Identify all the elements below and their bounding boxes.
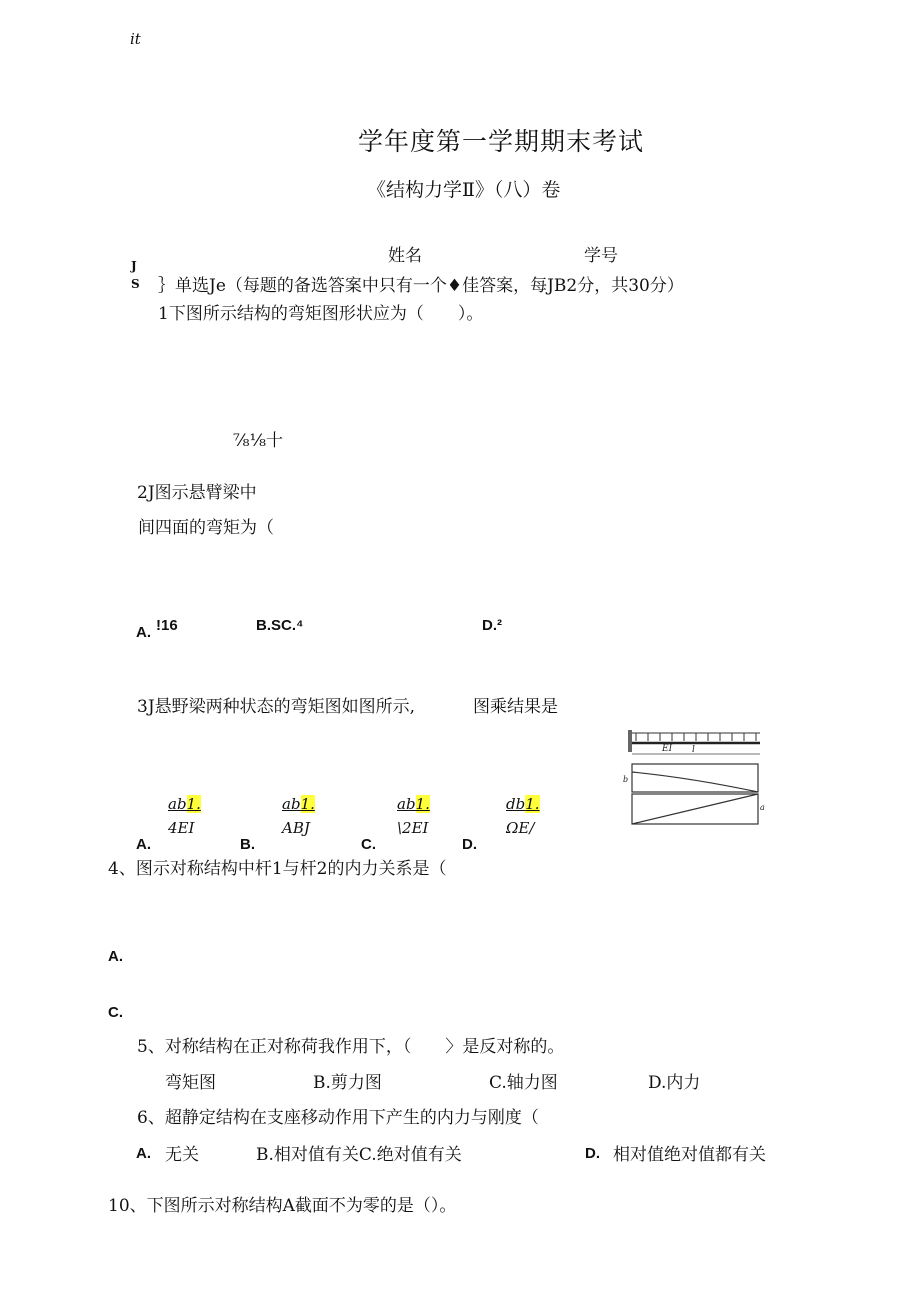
- side-mark-top: J: [131, 259, 137, 273]
- question-4: 4、图示对称结构中杆1与杆2的内力关系是（: [108, 859, 447, 879]
- diagram-2-label: a: [760, 803, 765, 812]
- question-2-line1: 2J图示悬臂梁中: [137, 483, 257, 503]
- q5-option-b: B.剪力图: [313, 1073, 382, 1093]
- question-1-figure-residue: ⅞⅛十: [233, 431, 283, 451]
- fraction-denominator: ΩE/: [506, 819, 535, 837]
- q3-option-c-value: [397, 795, 430, 837]
- highlight: 1.: [415, 795, 430, 813]
- fraction-denominator: \2EI: [397, 819, 429, 837]
- q6-option-a-text: 无关: [165, 1145, 199, 1165]
- q4-option-a: A.: [108, 948, 123, 965]
- question-2-line2: 间四面的弯矩为（: [138, 518, 274, 538]
- moment-diagram-2-diagonal: [632, 794, 758, 824]
- q2-option-a-text: !16: [156, 617, 178, 634]
- fraction-numerator: db: [506, 795, 526, 813]
- fraction-numerator: ab: [168, 795, 187, 813]
- highlight: 1.: [186, 795, 201, 813]
- page-title: 学年度第一学期期末考试: [358, 127, 645, 156]
- length-label: l: [692, 745, 695, 755]
- question-5: 5、对称结构在正对称荷我作用下，（ 〉是反对称的。: [137, 1037, 565, 1057]
- section-heading: ｝单选Je（每题的备选答案中只有一个♦佳答案，每JB2分，共30分）: [158, 276, 684, 296]
- corner-mark: it: [130, 30, 141, 48]
- q2-option-b: B.SC.⁴: [256, 617, 304, 634]
- q6-option-a-label: A.: [136, 1145, 151, 1162]
- distributed-load-arrows: [632, 733, 760, 741]
- fraction-numerator: ab: [282, 795, 301, 813]
- question-10: 10、下图所示对称结构A截面不为零的是（）。: [108, 1196, 457, 1216]
- q3-option-d-value: [506, 795, 540, 837]
- q5-option-d: D.内力: [648, 1073, 701, 1093]
- q3-option-c-label: C.: [361, 836, 376, 853]
- q3-option-d-label: D.: [462, 836, 477, 853]
- q3-option-a-label: A.: [136, 836, 151, 853]
- fraction-denominator: ABJ: [282, 819, 310, 837]
- q6-option-d-text: 相对值绝对值都有关: [613, 1145, 766, 1165]
- highlight: 1.: [300, 795, 315, 813]
- question-3-cont: 图乘结果是: [473, 697, 558, 717]
- q2-option-a-label: A.: [136, 624, 151, 641]
- q3-option-b-label: B.: [240, 836, 255, 853]
- fraction-denominator: 4EI: [168, 819, 195, 837]
- q6-option-bc: B.相对值有关C.绝对值有关: [256, 1145, 462, 1165]
- fixed-support: [628, 730, 632, 752]
- highlight: 1.: [525, 795, 540, 813]
- q5-option-a: 弯矩图: [165, 1073, 216, 1093]
- q2-option-d: D.²: [482, 617, 502, 634]
- name-label: 姓名: [388, 246, 422, 266]
- cantilever-beam-figure: [622, 726, 766, 830]
- q5-option-c: C.轴力图: [489, 1073, 558, 1093]
- fraction-numerator: ab: [397, 795, 416, 813]
- q4-option-c: C.: [108, 1004, 123, 1021]
- ei-label: EI: [662, 744, 673, 754]
- side-mark-bottom: S: [131, 277, 140, 291]
- question-1: 1下图所示结构的弯矩图形状应为（ ）。: [158, 304, 484, 324]
- question-3: 3J悬野梁两种状态的弯矩图如图所示,: [137, 697, 416, 717]
- q3-option-b-value: [282, 795, 315, 837]
- q3-option-a-value: [168, 795, 201, 837]
- question-6: 6、超静定结构在支座移动作用下产生的内力与刚度（: [137, 1108, 539, 1128]
- moment-diagram-1-curve: [632, 772, 758, 792]
- q6-option-d-label: D.: [585, 1145, 600, 1162]
- diagram-1-label: b: [623, 775, 629, 784]
- student-id-label: 学号: [584, 246, 618, 266]
- page-subtitle: 《结构力学Ⅱ》（八）卷: [367, 179, 561, 201]
